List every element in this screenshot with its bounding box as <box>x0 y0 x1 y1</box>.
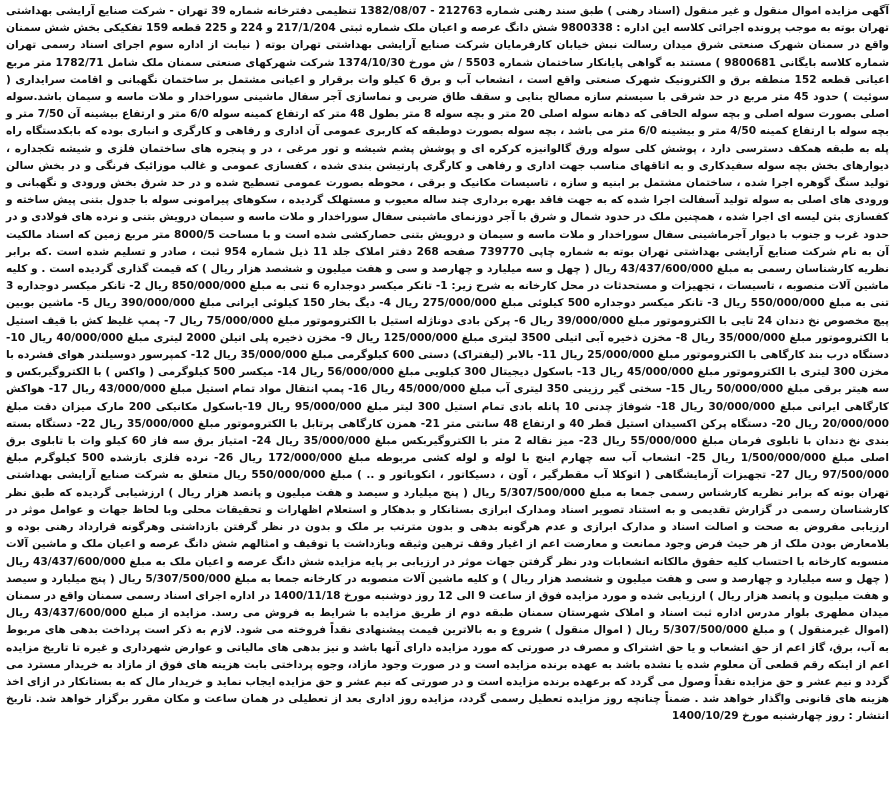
auction-notice-text: آگهی مزایده اموال منقول و غیر منقول (اسناد رهنی ) طبق سند رهنی شماره 212763 - 1382/08/07 تنظیمی دفترخانه شماره 39 تهران - شرکت صنایع آرایشی بهداشتی تهران بوته به موجب پرونده اجرائی کلاسه این اداره : 9800338 شش دانگ عرصه و اعیان ملک شماره ثبتی 217/1/204 و 224 و 225 قطعه 159 تفکیکی بخش شش سمنان واقع در سمنان شهرک صنعتی شرق میدان رسالت نبش خیابان کارفرمایان شرکت صنایع آرایشی بهداشتی تهران بوته ( نیابت از اداره سوم اجرای اسناد رسمی تهران شماره کلاسه بایگانی 9800681 ) مستند به گواهی پایانکار ساختمان شماره 5503 / ش مورخ 1374/10/30 شرکت شهرکهای صنعتی سمنان ملک شامل 1782/71 متر مربع اعیانی قطعه 152 منطقه برق و الکترونیک شهرک صنعتی واقع است ، انشعاب آب و برق 6 کیلو وات برقرار و اعیانی مشتمل بر ساختمان نگهبانی و اقامت سرایداری ( سوئیت ) حدود 45 متر مربع در حد شرقی با سیستم سازه مصالح بنایی و سقف طاق ضربی و نماسازی آجر سفال ماشینی سوراخدار و ملات ماسه و سیمان باشد.سوله اصلی بصورت سوله اصلی و بچه سوله الحاقی که دهانه سوله اصلی 20 متر و بچه سوله 8 متر بطول 48 متر که ارتفاع کمینه سوله 6/0 متر و ارتفاع بیشینه آن 7/50 متر و بچه سوله با ارتفاع کمینه 4/50 متر و بیشینه 6/0 متر می باشد ، بچه سوله بصورت دوطبقه که کاربری عمومی آن اداری و رفاهی و کارگری و انباری بوده که بابکدستگاه راه پله به طبقه همکف دسترسی دارد ، پوشش کلی سوله ورق گالوانیزه کرکره ای و پوشش پشم شیشه و تور مرغی ، در و پنجره های ساختمان فلزی و شیشه تکجداره ، دیوارهای بخش بچه سوله سفیدکاری و به اتاقهای مناسب جهت اداری و رفاهی و کارگری پارتیشن بندی شده ، کفسازی عمومی و غالب موزائیک فرنگی و در بخش سالن تولید سنگ گوهره اجرا شده ، ساختمان مشتمل بر ابنیه و سازه ، تاسیسات مکانیک و برقی ، محوطه بصورت عمومی تسطیح شده و در حد شرق بخش ورودی و نگهبانی و ورودی های اصلی به سوله تولید آسفالت اجرا شده که به جهت فاقد بهره برداری چند ساله معیوب و مستهلک گردیده ، سکوهای پیرامونی سوله با جدول بتنی پیش ساخته و کفسازی بتن لیسه ای اجرا شده ، همچنین ملک در حدود شمال و شرق با آجر دوزنمای ماشینی سفال سوراخدار و ملات ماسه و سیمان درویش بتنی و نرده های فولادی و در حدود غرب و جنوب با دیوار آجرماشینی سفال سوراخدار و ملات ماسه و سیمان و درویش بتنی حصارکشی شده است و با مساحت 8000/5 متر مربع زمین که اسناد مالکیت آن به نام شرکت صنایع آرایشی بهداشتی تهران بوته به شماره چاپی 739770 صفحه 268 دفتر املاک جلد 11 ذیل شماره 954 ثبت ، صادر و تسلیم شده است .که برابر نظریه کارشناسان رسمی به مبلغ 43/437/600/000 ریال ( چهل و سه میلیارد و چهارصد و سی و هفت میلیون و ششصد هزار ریال ) که قیمت گذاری گردیده است . و کلیه ماشین آلات منصوبه ، تاسیسات ، تجهیزات و مستحدثات در محل کارخانه به شرح زیر: 1- تانکر میکسر دوجداره 6 تنی به مبلغ 850/000/000 ریال 2- تانکر میکسر دوجداره 3 تنی به مبلغ 550/000/000 ریال 3- تانکر میکسر دوجداره 500 کیلوئی مبلغ 275/000/000 ریال 4- دیگ بخار 150 کیلوئی ایرانی مبلغ 390/000/000 ریال 5- ماشین بوبین پیچ مخصوص نخ دندان 24 تایی با الکتروموتور مبلغ 39/000/000 ریال 6- پرکن بادی دوناژله استیل با الکتروموتور مبلغ 75/000/000 ریال 7- پمپ غلیظ کش با قیف استیل با الکتروموتور مبلغ 35/000/000 ریال 8- مخزن ذخیره آبی اتیلی 3500 لیتری مبلغ 125/000/000 ریال 9- مخزن ذخیره پلی اتیلن 2000 لیتری مبلغ 40/000/000 ریال 10- دستگاه درب بند کارگاهی با الکتروموتور مبلغ 25/000/000 ریال 11- بالابر (لیفتراک) دستی 600 کیلوگرمی مبلغ 35/000/000 ریال 12- کمپرسور دوسیلندر هوای فشرده با مخزن 300 لیتری با الکتروموتور مبلغ 45/000/000 ریال 13- باسکول دیجیتال 300 کیلویی مبلغ 56/000/000 ریال 14- میکسر 500 کیلوگرمی ( واکس ) با الکتروگیربکس و سه هیتر برقی مبلغ 50/000/000 ریال 15- سختی گیر رزینی 350 لیتری آب مبلغ 45/000/000 ریال 16- پمپ انتقال مواد تمام استیل مبلغ 43/000/000 ریال 17- هواکش کارگاهی ایرانی مبلغ 30/000/000 ریال 18- شوفاژ چدنی 10 پانله بادی تمام استیل 300 لیتر مبلغ 95/000/000 ریال 19-باسکول مکانیکی 200 مارک میزان دقت مبلغ 20/000/000 ریال 20- دستگاه پرکن اکسیدان استیل قطر 40 و ارتفاع 48 سانتی متر 21- همزن کارگاهی پرتابل با الکتروموتور مبلغ 35/000/000 ریال 22- دستگاه بسته بندی نخ دندان با تابلوی فرمان مبلغ 55/000/000 ریال 23- میز نقاله 2 متر با الکتروگیربکس مبلغ 35/000/000 ریال 24- امتیاز برق سه فاز 60 کیلو وات با تابلوی برق اصلی مبلغ 1/500/000/000 ریال 25- انشعاب آب سه چهارم اینچ با لوله و لوله کشی مربوطه مبلغ 172/000/000 ریال 26- نرده فلزی بازشده 500 کیلوگرم مبلغ 97/500/000 ریال 27- تجهیزات آزمایشگاهی ( اتوکلا آب مقطرگیر ، آون ، دسیکاتور ، انکوباتور و .. ) مبلغ 550/000/000 ریال متعلق به شرکت صنایع آرایشی بهداشتی تهران بوته که برابر نظریه کارشناس رسمی جمعا به مبلغ 5/307/500/000 ریال ( پنج میلیارد و سیصد و هفت میلیون و پانصد هزار ریال ) ارزشیابی گردیده که طبق نظر کارشناسان رسمی در گزارش تقدیمی و به استناد تصویر اسناد ومدارک ابرازی بستانکار و بدهکار و استعلام اظهارات و تحقیقات محلی وبا لحاظ جهات و عوامل موثر در ارزیابی مفروض به صحت و اصالت اسناد و مدارک ابرازی و عدم هرگونه بدهی و بدون مترتب بر ملک و بدون در نظر گرفتن بازداشتی وهرگونه قرارداد رهنی بوده و بلامعارض بودن ملک از هر حیث فرض وجود ممانعت و معارضت اعم از اغیار وقف ترهین وثیقه وبازداشت یا توقیف و امثالهم شش دانگ عرصه و اعیان ملک و ماشین آلات منسوبه کارخانه با احتساب کلیه حقوق مالکانه انشعابات ودر نظر گرفتن جهات موثر در ارزیابی بر پایه مزایده شش دانگ عرصه و اعیان ملک به مبلغ 43/437/600/000 ریال ( چهل و سه میلیارد و چهارصد و سی و هفت میلیون و ششصد هزار ریال ) و کلیه ماشین آلات منصوبه در کارخانه جمعا به مبلغ 5/307/500/000 ریال ( پنج میلیارد و سیصد و هفت میلیون و پانصد هزار ریال ) ارزیابی شده و مورد مزایده فوق از ساعت 9 الی 12 روز دوشنبه مورخ 1400/11/18 در اداره اجرای اسناد رسمی سمنان واقع در سمنان میدان مطهری بلوار مدرس اداره ثبت اسناد و املاک شهرستان سمنان طبقه دوم از طریق مزایده با شرایط به فروش می رسد. مزایده از مبلغ 43/437/600/000 ریال (اموال غیرمنقول ) و مبلغ 5/307/500/000 ریال ( اموال منقول ) شروع و به بالاترین قیمت پیشنهادی نقداً فروخته می شود. لازم به ذکر است پرداخت بدهی های مربوط به آب، برق، گاز اعم از حق انشعاب و یا حق اشتراک و مصرف در صورتی که مورد مزایده دارای آنها باشد و نیز بدهی های مالیاتی و عوارض شهرداری و غیره تا تاریخ مزایده اعم از اینکه رقم قطعی آن معلوم شده یا نشده باشد به عهده برنده مزایده است و در صورت وجود مازاد، وجوه پرداختی بابت هزینه های فوق از مازاد به خریدار مسترد می گردد و نیم عشر و حق مزایده نقداً وصول می گردد که برعهده برنده مزایده است و در صورتی که نیم عشر و حق مزایده ایجاب نماید و خریدار مال که به بستانکار در ازای اخذ هزینه های قانونی واگذار خواهد شد . ضمناً چنانچه روز مزایده تعطیل رسمی گردد، مزایده روز اداری بعد از تعطیلی در همان ساعت و مکان مقرر برگزار خواهد شد. تاریخ انتشار : روز چهارشنبه مورخ 1400/10/29 <box>6 5 890 723</box>
